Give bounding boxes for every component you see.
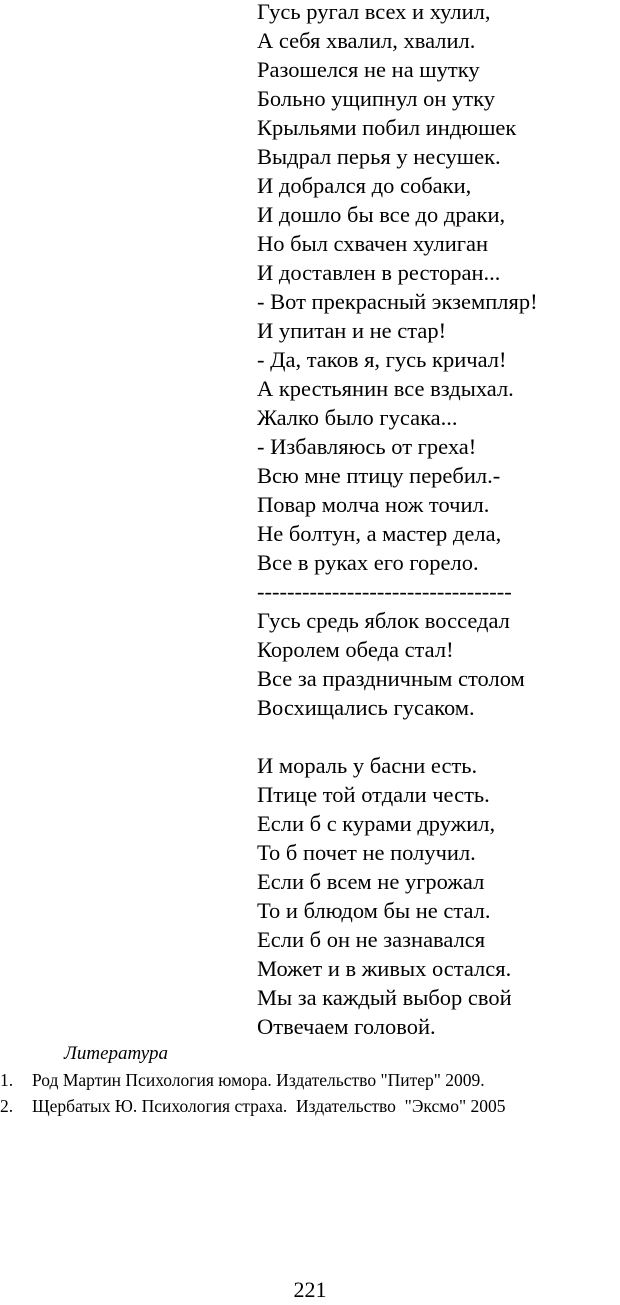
- poem-line: Может и в живых остался.: [257, 956, 512, 981]
- poem-line: То б почет не получил.: [257, 840, 476, 865]
- poem-divider-line: ----------------------------------: [257, 579, 512, 604]
- poem-line: И мораль у басни есть.: [257, 753, 478, 778]
- literature-heading: Литература: [64, 1043, 168, 1064]
- poem-line: Крыльями побил индюшек: [257, 115, 517, 140]
- poem-line: Всю мне птицу перебил.-: [257, 463, 501, 488]
- poem-line: Разошелся не на шутку: [257, 57, 480, 82]
- poem-stanza-2: [257, 751, 617, 1041]
- poem-line: Если б он не зазнавался: [257, 927, 486, 952]
- poem-line: Жалко было гусака...: [257, 405, 458, 430]
- poem-line: Птице той отдали честь.: [257, 782, 490, 807]
- poem-stanza-1: [257, 0, 617, 722]
- poem-line: И дошло бы все до драки,: [257, 202, 506, 227]
- poem-line: Все за праздничным столом: [257, 666, 525, 691]
- poem-line: Восхищались гусаком.: [257, 695, 475, 720]
- poem-line: Не болтун, а мастер дела,: [257, 521, 502, 546]
- poem-line: - Избавляюсь от греха!: [257, 434, 477, 459]
- reference-item: [0, 1093, 620, 1119]
- poem-line: То и блюдом бы не стал.: [257, 898, 491, 923]
- poem-line: - Вот прекрасный экземпляр!: [257, 289, 538, 314]
- references-list: [0, 1067, 620, 1119]
- reference-number: 1.: [0, 1070, 14, 1090]
- poem-line: Все в руках его горело.: [257, 550, 479, 575]
- poem-line: - Да, таков я, гусь кричал!: [257, 347, 507, 372]
- reference-number: 2.: [0, 1096, 14, 1116]
- poem-line: Если б всем не угрожал: [257, 869, 485, 894]
- reference-text: Щербатых Ю. Психология страха. Издательство "Эксмо" 2005: [32, 1096, 506, 1116]
- poem-line: А себя хвалил, хвалил.: [257, 28, 476, 53]
- poem-line: Больно ущипнул он утку: [257, 86, 495, 111]
- poem-line: Отвечаем головой.: [257, 1014, 436, 1039]
- poem-line: И доставлен в ресторан...: [257, 260, 501, 285]
- poem-line: Повар молча нож точил.: [257, 492, 490, 517]
- poem-line: Если б с курами дружил,: [257, 811, 496, 836]
- reference-text: Род Мартин Психология юмора. Издательство "Питер" 2009.: [32, 1070, 485, 1090]
- poem-line: Королем обеда стал!: [257, 637, 454, 662]
- page-number: 221: [293, 1277, 327, 1302]
- poem-line: А крестьянин все вздыхал.: [257, 376, 514, 401]
- poem-line: И добрался до собаки,: [257, 173, 472, 198]
- poem-line: И упитан и не стар!: [257, 318, 447, 343]
- reference-item: [0, 1067, 620, 1093]
- poem-line: Выдрал перья у несушек.: [257, 144, 501, 169]
- poem-line: Но был схвачен хулиган: [257, 231, 489, 256]
- poem: [257, 0, 617, 1041]
- poem-line: Гусь средь яблок восседал: [257, 608, 510, 633]
- poem-line: Мы за каждый выбор свой: [257, 985, 512, 1010]
- poem-line: Гусь ругал всех и хулил,: [257, 0, 491, 24]
